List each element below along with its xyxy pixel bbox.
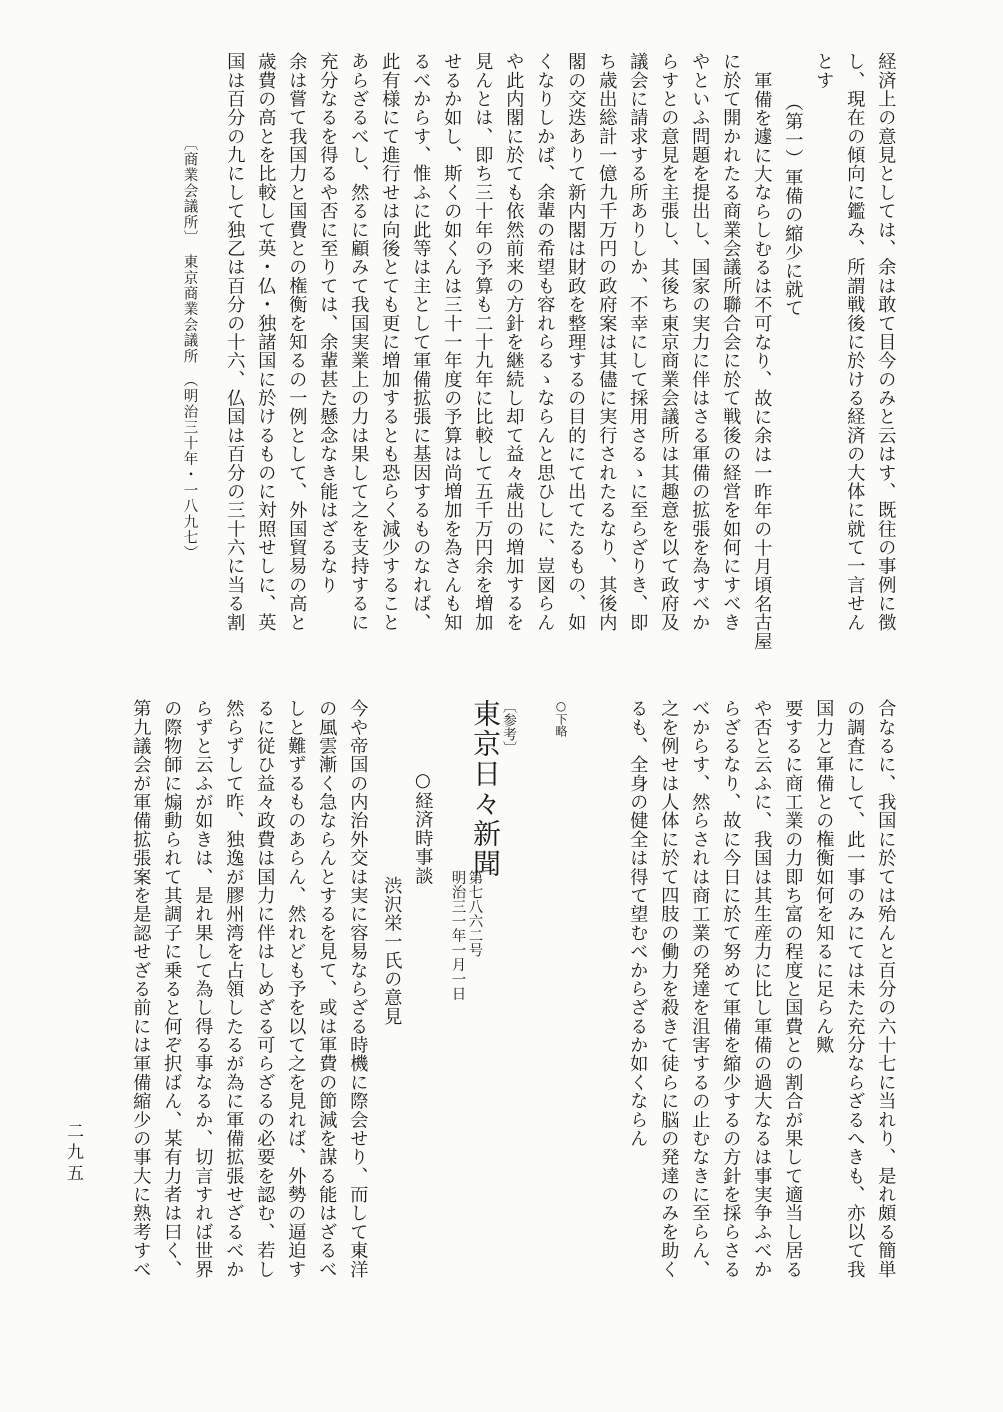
issue-date: 明治三一年一月一日 — [449, 870, 466, 1001]
text-column: し、現在の傾向に鑑み、所謂戦後に於ける経済の大体に就て一言せん — [844, 52, 866, 632]
text-column: 閣の交迭ありて新内閣は財政を整理するの目的にて出てたるもの、如 — [565, 52, 587, 632]
text-column: くなりしかば、余輩の希望も容れらるゝならんと思ひしに、豈図らん — [534, 52, 556, 632]
article-title: ○経済時事談 — [412, 770, 434, 885]
text-column: しと難ずるものあらん、然れども予を以て之を見れば、外勢の逼迫す — [285, 699, 307, 1279]
page-number: 二九五 — [63, 1122, 83, 1185]
newspaper-title: 東京日々新聞 — [469, 699, 502, 879]
text-column: らずと云ふが如きは、是れ果して為し得る事なるか、切言すれば世界 — [192, 699, 214, 1279]
text-column: 今や帝国の内治外交は実に容易ならざる時機に際会せり、而して東洋 — [347, 699, 369, 1279]
text-column: 要するに商工業の力即ち富の程度と国費との割合が果して適当し居る — [782, 699, 804, 1279]
text-column: べからす、然らされは商工業の発達を沮害するの止むなきに至らん、 — [689, 699, 711, 1279]
article-subtitle: 渋沢栄一氏の意見 — [381, 876, 403, 1026]
text-column: やといふ問題を提出し、国家の実力に伴はさる軍備の拡張を為すべか — [689, 52, 711, 632]
text-column: に於て開かれたる商業会議所聯合会に於て戦後の経営を如何にすべき — [720, 52, 742, 632]
text-column: の調査にして、此一事のみにては未た充分ならざるへきも、亦以て我 — [844, 699, 866, 1279]
text-column: 充分なるを得るや否に至りては、余輩甚た懸念なき能はざるなり — [317, 52, 339, 595]
omission-mark: ○下略 — [554, 699, 568, 737]
text-column: 之を例せは人体に於て四肢の働力を殺きて徒らに脳の発達のみを助く — [658, 699, 680, 1279]
text-column: らすとの意見を主張し、其後ち東京商業会議所は其趣意を以て政府及 — [658, 52, 680, 632]
text-column: 国は百分の九にして独乙は百分の十六、仏国は百分の三十六に当る割 — [224, 52, 246, 632]
text-column: るべからす、惟ふに此等は主として軍備拡張に基因するものなれば、 — [410, 52, 432, 632]
reference-label: 〔参考〕 — [501, 699, 517, 755]
text-column: 第九議会が軍備拡張案を是認せざる前には軍備縮少の事大に熟考すべ — [130, 699, 152, 1279]
text-column: 見んとは、即ち三十年の予算も二十九年に比較して五千万円余を増加 — [472, 52, 494, 632]
source-line: 〔商業会議所〕 東京商業会議所 （明治三十年・一八九七） — [181, 136, 198, 562]
text-column: 軍備を遽に大ならしむるは不可なり、故に余は一昨年の十月頃名古屋 — [751, 71, 773, 651]
text-column: らざるなり、故に今日に於て努めて軍備を縮少するの方針を採らさる — [720, 699, 742, 1279]
text-column: 議会に請求する所ありしか、不幸にして採用さるゝに至らざりき、即 — [627, 52, 649, 632]
section-heading: （第一）軍備の縮少に就て — [782, 93, 804, 318]
text-column: 経済上の意見としては、余は敢て目今のみと云はす、既往の事例に徴 — [875, 52, 897, 632]
text-column: や否と云ふに、我国は其生産力に比し軍備の過大なるは事実争ふべか — [751, 699, 773, 1279]
text-column: るに従ひ益々政費は国力に伴はしめざる可らざるの必要を認む、若し — [254, 699, 276, 1279]
text-column: の風雲漸く急ならんとするを見て、或は軍費の節減を謀る能はざるべ — [316, 699, 338, 1279]
text-column: や此内閣に於ても依然前来の方針を継続し却て益々歳出の増加するを — [503, 52, 525, 632]
text-column: ち歳出総計一億九千万円の政府案は其儘に実行されたるなり、其後内 — [596, 52, 618, 632]
text-column: 国力と軍備との権衡如何を知るに足らん歟 — [813, 699, 835, 1055]
issue-number: 第七八六二号 — [466, 870, 483, 957]
text-column: あらざるべし、然るに顧みて我国実業上の力は果して之を支持するに — [348, 52, 370, 632]
text-column: の際物師に煽動られて其調子に乗ると何ぞ択ばん、某有力者は曰く、 — [161, 699, 183, 1279]
text-column: るも、全身の健全は得て望むべからざるか如くならん — [627, 699, 649, 1148]
text-column: 歳費の高とを比較して英・仏・独諸国に於けるものに対照せしに、英 — [255, 52, 277, 632]
text-column: とす — [813, 52, 835, 90]
text-column: 合なるに、我国に於ては殆んと百分の六十七に当れり、是れ頗る簡単 — [875, 699, 897, 1279]
text-column: 此有様にて進行せは向後とても更に増加するとも恐らく減少すること — [379, 52, 401, 632]
text-column: 然らずして昨、独逸が膠州湾を占領したるが為に軍備拡張せざるべか — [223, 699, 245, 1279]
text-column: 余は嘗て我国力と国費との権衡を知るの一例として、外国貿易の高と — [286, 52, 308, 632]
text-column: せるか如し、斯くの如くんは三十一年度の予算は尚増加を為さんも知 — [441, 52, 463, 632]
